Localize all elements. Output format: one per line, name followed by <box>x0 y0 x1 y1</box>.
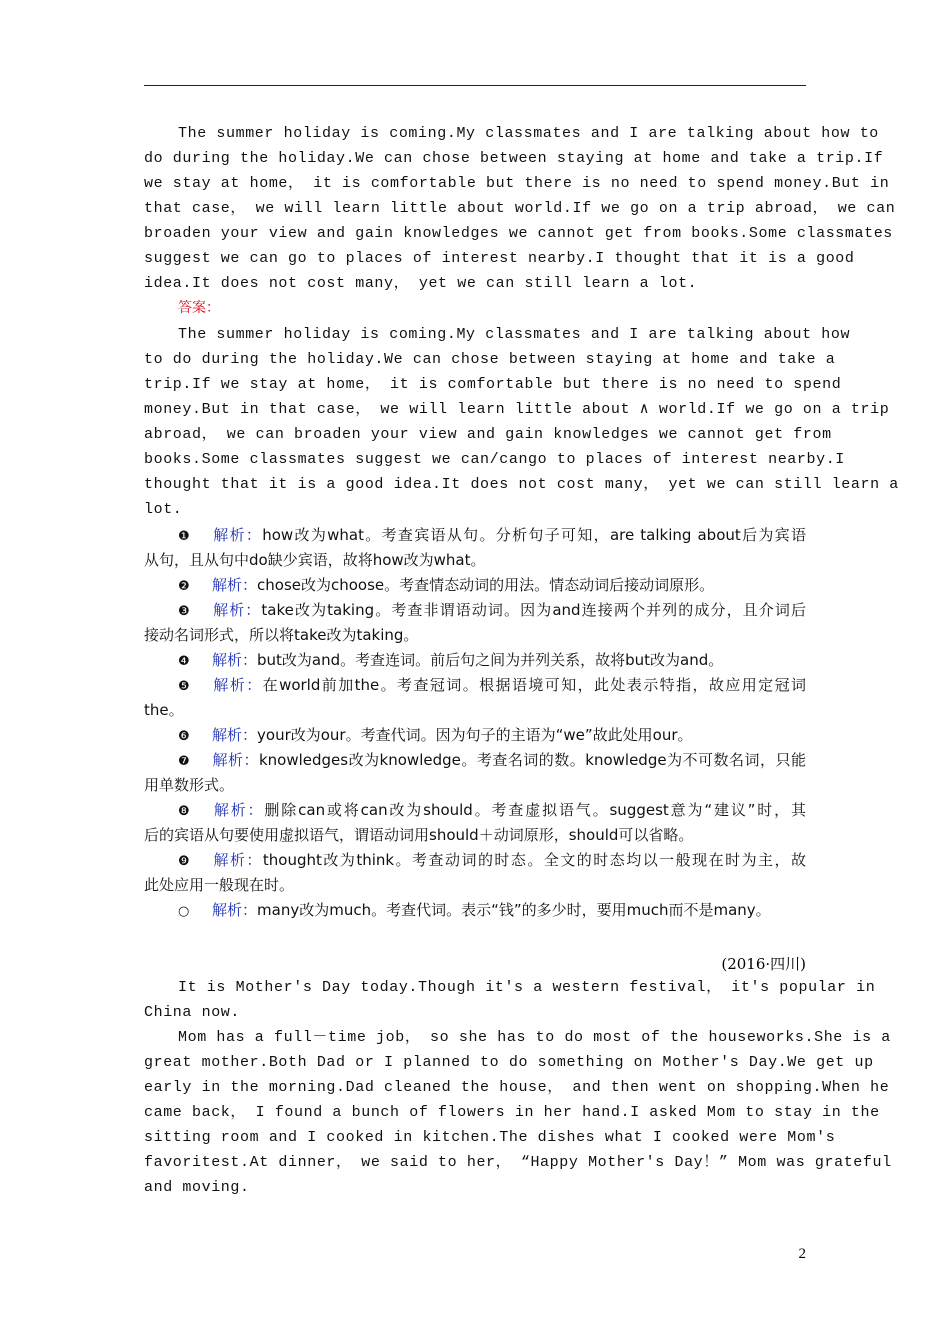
answer-line: The summer holiday is coming.My classmates and I are talking about how <box>178 326 851 343</box>
explanation-label: 解析： <box>212 851 263 869</box>
passage-line: that case， we will learn little about world.If we go on a trip abroad， we can <box>144 200 896 217</box>
explanation-text: 在world前加the。考查冠词。根据语境可知，此处表示特指，故应用定冠词 <box>262 676 806 694</box>
explanation-5 <box>144 673 806 698</box>
explanation-text: your改为our。考查代词。因为句子的主语为“we”故此处用our。 <box>257 726 693 744</box>
explanation-label: 解析： <box>212 526 263 544</box>
answer-line: trip.If we stay at home， it is comfortable but there is no need to spend <box>144 376 842 393</box>
explanation-4 <box>144 648 806 673</box>
marker-10: ○ <box>178 904 190 919</box>
answer-line: books.Some classmates suggest we can/cango to places of interest nearby.I <box>144 451 845 468</box>
passage-line: great mother.Both Dad or I planned to do something on Mother's Day.We get up <box>144 1054 874 1071</box>
passage-line: do during the holiday.We can chose between staying at home and take a trip.If <box>144 150 884 167</box>
passage-line: early in the morning.Dad cleaned the house， and then went on shopping.When he <box>144 1079 890 1096</box>
explanation-8 <box>144 798 806 823</box>
passage-2 <box>144 975 892 1200</box>
source-citation: (2016·四川) <box>721 955 806 973</box>
explanation-label: 解析： <box>212 901 258 919</box>
explanation-label: 解析： <box>212 726 258 744</box>
explanation-label: 解析： <box>212 576 258 594</box>
answer-line: abroad， we can broaden your view and gain knowledges we cannot get from <box>144 426 832 443</box>
passage-line: we stay at home， it is comfortable but there is no need to spend money.But in <box>144 175 890 192</box>
explanation-9-cont: 此处应用一般现在时。 <box>144 876 295 894</box>
marker-9: ❾ <box>178 854 190 869</box>
passage-line: suggest we can go to places of interest nearby.I thought that it is a good <box>144 250 855 267</box>
passage-line: and moving. <box>144 1179 250 1196</box>
marker-4: ❹ <box>178 654 190 669</box>
explanation-2 <box>144 573 806 598</box>
marker-7: ❼ <box>178 754 190 769</box>
explanation-9 <box>144 848 806 873</box>
passage-line: sitting room and I cooked in kitchen.The dishes what I cooked were Mom's <box>144 1129 836 1146</box>
passage-line: China now. <box>144 1004 241 1021</box>
answer-line: thought that it is a good idea.It does not cost many， yet we can still learn a <box>144 476 899 493</box>
marker-2: ❷ <box>178 579 190 594</box>
passage-line: broaden your view and gain knowledges we cannot get from books.Some classmates <box>144 225 893 242</box>
explanation-text: thought改为think。考查动词的时态。全文的时态均以一般现在时为主，故 <box>262 851 806 869</box>
marker-1: ❶ <box>178 529 190 544</box>
explanation-3-cont: 接动名词形式，所以将take改为taking。 <box>144 626 419 644</box>
explanation-text: take改为taking。考查非谓语动词。因为and连接两个并列的成分，且介词后 <box>261 601 806 619</box>
answer-line: money.But in that case， we will learn little about ∧ world.If we go on a trip <box>144 401 890 418</box>
explanation-1 <box>144 523 806 548</box>
marker-6: ❻ <box>178 729 190 744</box>
answer-line: lot. <box>144 501 183 518</box>
page-number: 2 <box>798 1246 806 1262</box>
answer-line: to do during the holiday.We can chose between staying at home and take a <box>144 351 836 368</box>
explanation-1-cont: 从句，且从句中do缺少宾语，故将how改为what。 <box>144 551 486 569</box>
explanation-text: chose改为choose。考查情态动词的用法。情态动词后接动词原形。 <box>257 576 715 594</box>
explanation-5-cont: the。 <box>144 701 184 719</box>
explanation-3 <box>144 598 806 623</box>
explanation-text: but改为and。考查连词。前后句之间为并列关系，故将but改为and。 <box>257 651 724 669</box>
explanation-8-cont: 后的宾语从句要使用虚拟语气，谓语动词用should＋动词原形，should可以省略。 <box>144 826 694 844</box>
explanation-6 <box>144 723 806 748</box>
answer-heading <box>144 296 806 321</box>
header-rule <box>144 85 806 86</box>
explanation-text: how改为what。考查宾语从句。分析句子可知，are talking about后为宾语 <box>262 526 806 544</box>
explanation-text: 删除can或将can改为should。考查虚拟语气。suggest意为“建议”时，其 <box>264 801 806 819</box>
answer-passage <box>144 322 899 522</box>
passage-line: idea.It does not cost many， yet we can still learn a lot. <box>144 275 698 292</box>
explanation-10 <box>144 898 806 923</box>
marker-8: ❽ <box>178 804 190 819</box>
passage-line: It is Mother's Day today.Though it's a western festival， it's popular in <box>178 979 876 996</box>
passage-line: Mom has a full－time job， so she has to do most of the houseworks.She is a <box>178 1029 891 1046</box>
passage-1 <box>144 121 896 296</box>
explanation-label: 解析： <box>212 676 263 694</box>
passage-line: came back， I found a bunch of flowers in her hand.I asked Mom to stay in the <box>144 1104 880 1121</box>
passage-line: The summer holiday is coming.My classmates and I are talking about how to <box>178 125 879 142</box>
explanation-label: 解析： <box>212 751 259 769</box>
marker-5: ❺ <box>178 679 190 694</box>
explanation-label: 解析： <box>212 601 262 619</box>
passage-line: favoritest.At dinner， we said to her， “Happy Mother's Day！” Mom was grateful <box>144 1154 892 1171</box>
explanation-label: 解析： <box>212 801 265 819</box>
explanation-label: 解析： <box>212 651 258 669</box>
explanation-text: knowledges改为knowledge。考查名词的数。knowledge为不可数名词，只能 <box>258 751 806 769</box>
explanation-7-cont: 用单数形式。 <box>144 776 235 794</box>
answer-label: 答案： <box>178 300 220 316</box>
explanation-7 <box>144 748 806 773</box>
explanation-text: many改为much。考查代词。表示“钱”的多少时，要用much而不是many。 <box>257 901 771 919</box>
explanations <box>144 523 806 923</box>
marker-3: ❸ <box>178 604 190 619</box>
